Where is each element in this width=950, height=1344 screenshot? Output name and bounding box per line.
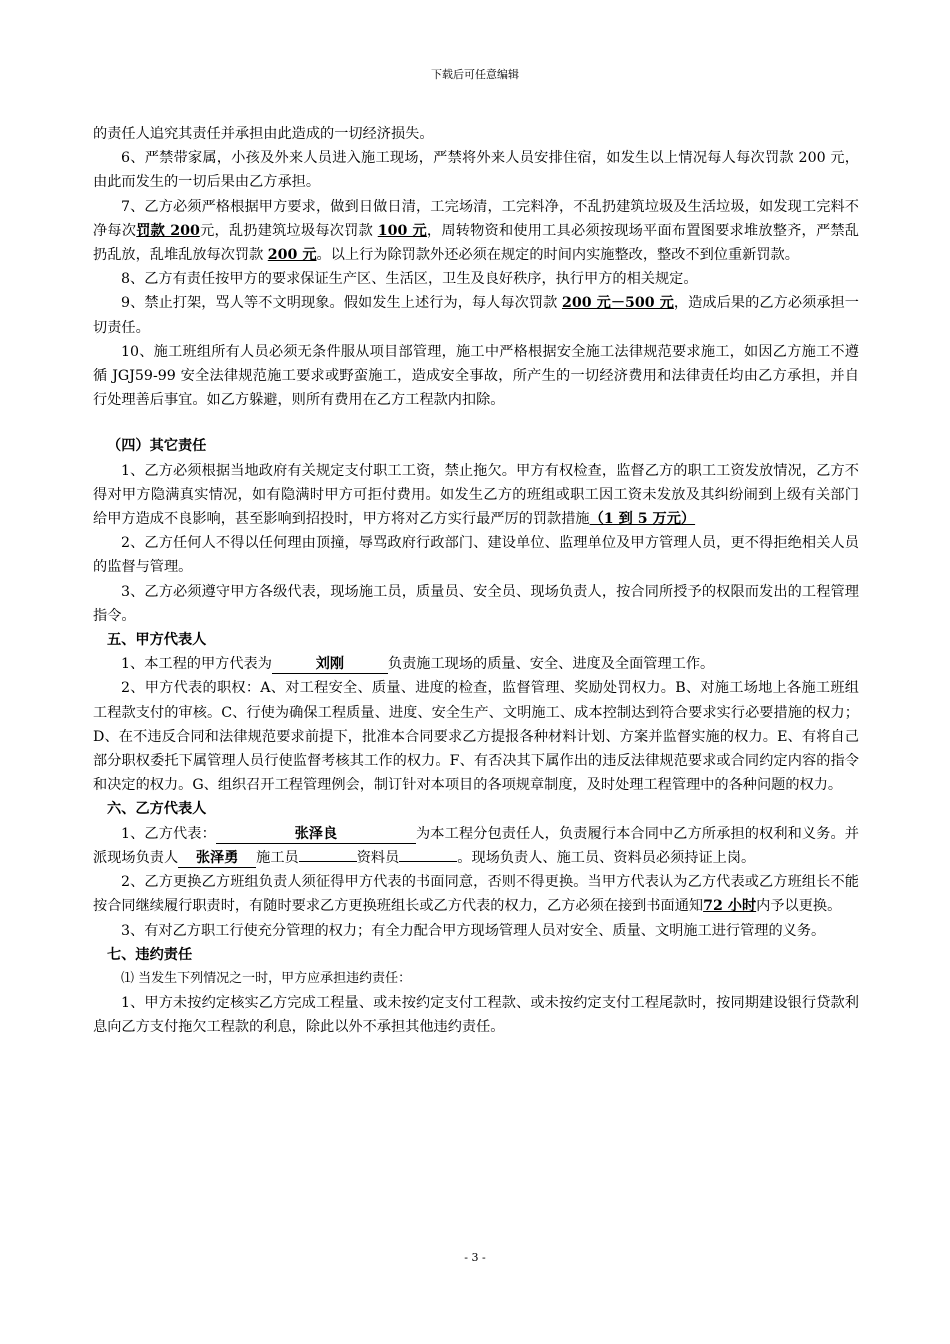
section-6-item-1-text-d: 资料员	[356, 849, 400, 866]
section-6-item-1	[93, 822, 859, 870]
clause-7	[93, 195, 859, 268]
page-header: 下载后可任意编辑	[431, 68, 519, 81]
clause-10: 10、施工班组所有人员必须无条件服从项目部管理，施工中严格根据安全施工法律规范要求施工，如因乙方施工不遵循 JGJ59-99 安全法律规范施工要求或野蛮施工，造成安全事故，所产生的一切经济费用和法律责任均由乙方承担，并自行处理善后事宜。如乙方躲避，则所有费用在乙方工程款内扣除。	[93, 343, 859, 409]
section-5-item-1-text-b: 负责施工现场的质量、安全、进度及全面管理工作。	[387, 656, 715, 673]
section-6-heading: 六、乙方代表人	[107, 801, 207, 818]
fine-amount-3: 200 元	[267, 247, 317, 264]
section-4-item-1-text: 1、乙方必须根据当地政府有关规定支付职工工资，禁止拖欠。甲方有权检查，监督乙方的职工工资发放情况，乙方不得对甲方隐满真实情况，如有隐满时甲方可拒付费用。如发生乙方的班组或职工因工资未发放及其纠纷闹到上级有关部门给甲方造成不良影响，甚至影响到招投时，甲方将对乙方实行最严厉的罚款措施	[93, 462, 859, 528]
section-5-item-2: 2、甲方代表的职权：A、对工程安全、质量、进度的检查，监督管理、奖励处罚权力。B、对施工场地上各施工班组工程款支付的审核。C、行使为确保工程质量、进度、安全生产、文明施工、成本控制达到符合要求实行必要措施的权力；D、在不违反合同和法律规范要求前提下，批准本合同要求乙方提报各种材料计划、方案并监督实施的权力。E、有将自己部分职权委托下属管理人员行使监督考核其工作的权力。F、有否决其下属作出的违反法律规范要求或合同约定内容的指令和决定的权力。G、组织召开工程管理例会，制订针对本项目的各项规章制度，及时处理工程管理中的各种问题的权力。	[93, 680, 859, 794]
page-number: - 3 -	[464, 1251, 486, 1264]
section-4-item-3: 3、乙方必须遵守甲方各级代表，现场施工员，质量员、安全员、现场负责人，按合同所授予的权限而发出的工程管理指令。	[93, 583, 859, 624]
clause-7-text-a: 7、乙方必须严格根据甲方要求，做到日做日清，工完场清，工完料净，不乱扔建筑垃圾及生活垃圾，如发现工完料不净每次	[93, 198, 859, 239]
clause-9-text-b: ，造成后果的乙方必须承担一切责任。	[93, 295, 859, 336]
penalty-range: （1 到 5 万元）	[589, 511, 696, 528]
document-clerk-blank	[399, 861, 457, 862]
section-5-item-1	[93, 652, 859, 676]
clause-9	[93, 291, 859, 339]
section-6-item-2-text-a: 2、乙方更换乙方班组负责人须征得甲方代表的书面同意，否则不得更换。当甲方代表认为乙方代表或乙方班组长不能按合同继续履行职责时，有随时要求乙方更换班组长或乙方代表的权力，乙方必须在接到书面通知	[93, 874, 859, 915]
fine-range: 200 元－500 元	[561, 295, 674, 312]
spacer	[93, 412, 859, 434]
section-6-item-2	[93, 870, 859, 918]
section-6-item-1-text-e: 。现场负责人、施工员、资料员必须持证上岗。	[457, 849, 756, 866]
fine-amount-1: 罚款 200	[136, 222, 200, 239]
clause-6: 6、严禁带家属，小孩及外来人员进入施工现场，严禁将外来人员安排住宿，如发生以上情况每人每次罚款 200 元，由此而发生的一切后果由乙方承担。	[93, 150, 859, 191]
section-6-item-3: 3、有对乙方职工行使充分管理的权力；有全力配合甲方现场管理人员对安全、质量、文明施工进行管理的义务。	[121, 922, 826, 939]
replacement-deadline: 72 小时	[703, 898, 757, 915]
section-6-item-1-text-a: 1、乙方代表：	[121, 825, 216, 842]
section-6-item-2-text-b: 内予以更换。	[756, 898, 842, 915]
section-4-item-2: 2、乙方任何人不得以任何理由顶撞，辱骂政府行政部门、建设单位、监理单位及甲方管理人员，更不得拒绝相关人员的监督与管理。	[93, 535, 859, 576]
section-7-heading: 七、违约责任	[107, 946, 193, 963]
site-manager-name: 张泽勇	[178, 849, 256, 868]
section-6-item-1-text-b: 为本工程分包责任人，负责履行本合同中乙方所承担的权利和义务。并派现场负责人	[93, 825, 859, 866]
paragraph-continuation: 的责任人追究其责任并承担由此造成的一切经济损失。	[93, 126, 434, 142]
clause-9-text-a: 9、禁止打架，骂人等不文明现象。假如发生上述行为，每人每次罚款	[121, 295, 562, 312]
party-a-representative-name: 刘刚	[272, 655, 388, 674]
document-body	[93, 122, 859, 1040]
section-6-item-1-text-c: 施工员	[256, 849, 299, 866]
section-5-heading: 五、甲方代表人	[107, 632, 207, 649]
construction-worker-blank	[299, 861, 357, 862]
clause-8: 8、乙方有责任按甲方的要求保证生产区、生活区，卫生及良好秩序，执行甲方的相关规定。	[121, 271, 698, 288]
party-b-representative-name: 张泽良	[216, 825, 416, 844]
fine-amount-2: 100 元	[377, 222, 427, 239]
clause-7-text-c: ，周转物资和使用工具必须按现场平面布置图要求堆放整齐，严禁乱扔乱放，乱堆乱放每次罚款	[93, 222, 859, 264]
clause-7-text-b: 元，乱扔建筑垃圾每次罚款	[199, 222, 378, 239]
section-4-item-1	[93, 459, 859, 532]
section-4-heading: （四）其它责任	[107, 438, 207, 455]
section-7-item-1: 1、甲方未按约定核实乙方完成工程量、或未按约定支付工程款、或未按约定支付工程尾款时，按同期建设银行贷款利息向乙方支付拖欠工程款的利息，除此以外不承担其他违约责任。	[93, 995, 859, 1036]
clause-7-text-d: 。以上行为除罚款外还必须在规定的时间内实施整改，整改不到位重新罚款。	[316, 247, 799, 264]
section-7-subheading: ⑴ 当发生下列情况之一时，甲方应承担违约责任：	[121, 970, 412, 986]
section-5-item-1-text-a: 1、本工程的甲方代表为	[121, 656, 272, 673]
